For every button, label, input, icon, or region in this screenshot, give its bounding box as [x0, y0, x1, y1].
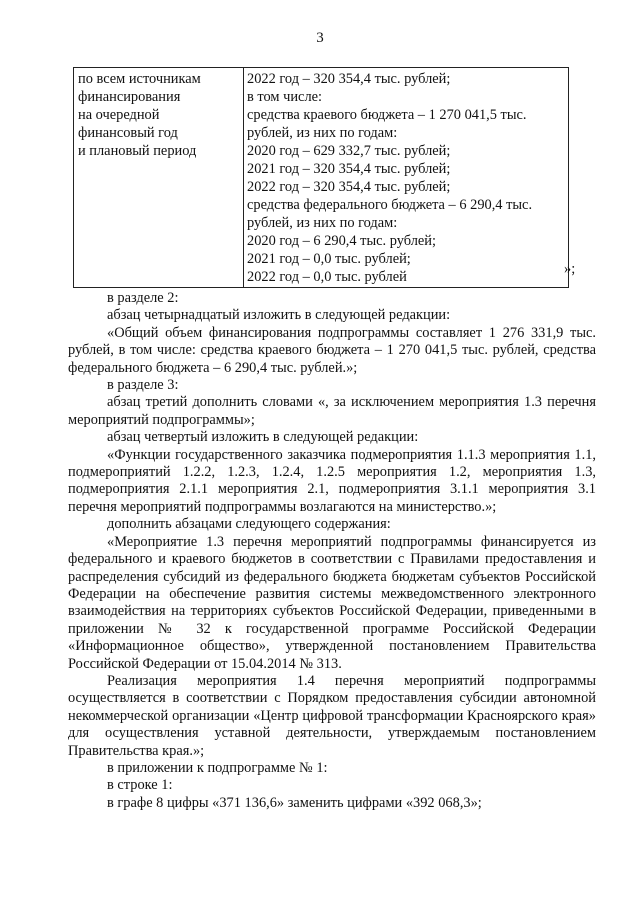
table-value-line: рублей, из них по годам: [247, 125, 398, 141]
page-number: 3 [316, 30, 324, 46]
document-body [68, 290, 596, 812]
table-value-line: 2020 год – 6 290,4 тыс. рублей; [247, 233, 436, 249]
paragraph: в разделе 2: [107, 290, 179, 306]
paragraph: Реализация мероприятия 1.4 перечня мероприятий подпрограммы осуществляется в соответствии с Порядком предоставления субсидии автономной некоммерческой организации «Центр цифровой трансформации Красноярского края» для осуществления уставной деятельности, утверждаемым постановлением Правительства края.»; [68, 672, 596, 759]
paragraph: «Функции государственного заказчика подмероприятия 1.1.3 мероприятия 1.1, подмероприятий 1.2.2, 1.2.3, 1.2.4, 1.2.5 мероприятия 1.2, мероприятия 1.3, подмероприятия 2.1.1 мероприятия 2.1, подмероприятия 3.1.1 мероприятия 3.1 перечня мероприятий подпрограммы возлагаются на министерство.»; [68, 446, 596, 515]
table-row [74, 68, 569, 288]
table-label-line: и плановый период [78, 143, 197, 159]
paragraph: абзац третий дополнить словами «, за исключением мероприятия 1.3 перечня мероприятий подпрограммы»; [68, 394, 596, 428]
table-value-line: средства краевого бюджета – 1 270 041,5 тыс. [247, 107, 527, 123]
paragraph: в строке 1: [107, 777, 173, 794]
table-value-line: 2022 год – 320 354,4 тыс. рублей; [247, 179, 451, 195]
table-value-line: рублей, из них по годам: [247, 215, 398, 231]
paragraph: «Мероприятие 1.3 перечня мероприятий подпрограммы финансируется из федерального и краевого бюджетов в соответствии с Правилами предоставления и распределения субсидий из федерального бюджета бюджетам субъектов Российской Федерации на обеспечение развития системы межведомственного электронного взаимодействия на территориях субъектов Российской Федерации, приведенными в приложении № 32 к государственной программе Российской Федерации «Информационное общество», утвержденной постановлением Правительства Российской Федерации от 15.04.2014 № 313. [68, 533, 596, 672]
table-value-line: средства федерального бюджета – 6 290,4 тыс. [247, 197, 533, 213]
table-label-line: по всем источникам [78, 71, 201, 87]
table-label-cell [74, 68, 244, 288]
table-label-line: финансовый год [78, 125, 178, 141]
paragraph: «Общий объем финансирования подпрограммы составляет 1 276 331,9 тыс. рублей, в том числе: средства краевого бюджета – 1 270 041,5 тыс. рублей, средства федерального бюджета – 6 290,4 тыс. рублей.»; [68, 324, 596, 376]
paragraph: абзац четырнадцатый изложить в следующей редакции: [107, 307, 451, 324]
paragraph: абзац четвертый изложить в следующей редакции: [107, 429, 419, 446]
table-label-line: финансирования [78, 89, 181, 105]
table-value-line: 2021 год – 0,0 тыс. рублей; [247, 251, 411, 267]
table-value-cell [244, 68, 569, 288]
paragraph: дополнить абзацами следующего содержания: [107, 516, 391, 533]
paragraph: в разделе 3: [107, 377, 179, 394]
table-closing-quote: »; [564, 261, 576, 277]
table-value-line: 2022 год – 320 354,4 тыс. рублей; [247, 71, 451, 87]
financing-table [73, 67, 569, 288]
paragraph: в графе 8 цифры «371 136,6» заменить цифрами «392 068,3»; [107, 794, 482, 811]
table-value-line: 2020 год – 629 332,7 тыс. рублей; [247, 143, 451, 159]
table-value-line: в том числе: [247, 89, 323, 105]
table-value-line: 2022 год – 0,0 тыс. рублей [247, 269, 407, 285]
paragraph: в приложении к подпрограмме № 1: [107, 759, 328, 776]
table-value-line: 2021 год – 320 354,4 тыс. рублей; [247, 161, 451, 177]
table-label-line: на очередной [78, 107, 160, 123]
